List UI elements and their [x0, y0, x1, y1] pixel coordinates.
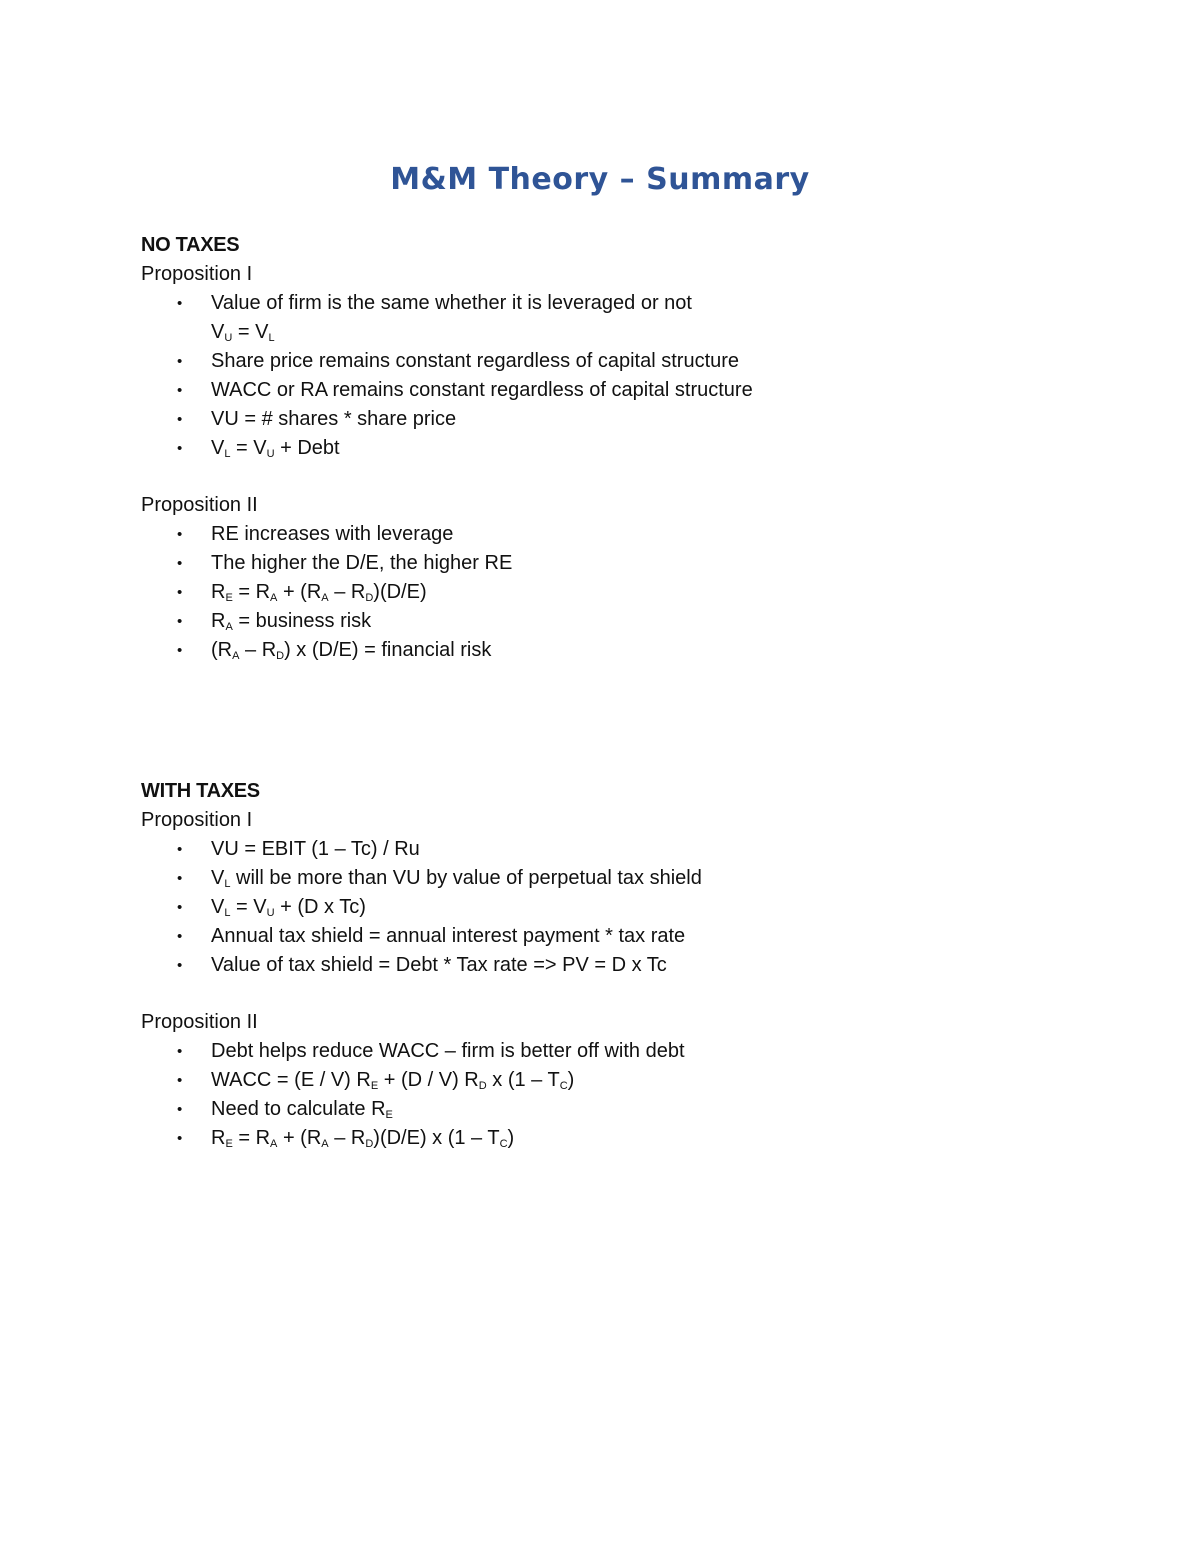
list-item-text: WACC = (E / V) $R_E + (D / V)$ $R_D$ x $(1 - T_C)$: [211, 1069, 575, 1092]
bullet-icon: •: [177, 957, 183, 974]
bullet-icon: •: [177, 1072, 183, 1089]
list-item: [141, 347, 1101, 376]
list-item: [141, 893, 1101, 922]
bullet-icon: •: [177, 1130, 183, 1147]
list-item: [141, 835, 1101, 864]
list-item: [141, 1124, 1101, 1153]
section-heading-with-taxes: WITH TAXES: [141, 780, 260, 802]
bullet-icon: •: [177, 411, 183, 428]
bullet-list: [141, 520, 1101, 665]
list-item-text: $R_A$ = business risk: [211, 610, 372, 633]
list-item: [141, 578, 1101, 607]
list-item: [141, 864, 1101, 893]
proposition-heading: Proposition I: [141, 263, 253, 285]
bullet-icon: •: [177, 1101, 183, 1118]
list-item-text: $(R_A - R_D)$ x (D/E) = financial risk: [211, 639, 492, 662]
section-no-taxes: [141, 231, 1101, 665]
proposition-heading: Proposition II: [141, 494, 258, 516]
bullet-icon: •: [177, 526, 183, 543]
bullet-list: [141, 835, 1101, 980]
list-item-text: $V_L = V_U$ + Debt: [211, 437, 340, 460]
bullet-icon: •: [177, 440, 183, 457]
list-item: [141, 289, 1101, 347]
bullet-icon: •: [177, 353, 183, 370]
list-item-text: Value of firm is the same whether it is leveraged or not: [211, 292, 692, 314]
list-item: [141, 922, 1101, 951]
bullet-icon: •: [177, 613, 183, 630]
proposition-heading: Proposition I: [141, 809, 253, 831]
bullet-icon: •: [177, 584, 183, 601]
list-item: [141, 434, 1101, 463]
list-item-text: Value of tax shield = Debt * Tax rate => PV = D x Tc: [211, 954, 667, 976]
bullet-icon: •: [177, 642, 183, 659]
list-item: [141, 951, 1101, 980]
bullet-list: [141, 289, 1101, 463]
list-item: [141, 1037, 1101, 1066]
list-item: [141, 376, 1101, 405]
bullet-icon: •: [177, 555, 183, 572]
list-item-text: VU = # shares * share price: [211, 408, 457, 430]
list-item-text: The higher the D/E, the higher RE: [211, 552, 513, 574]
list-item-text: WACC or RA remains constant regardless of capital structure: [211, 379, 753, 401]
document-title: M&M Theory – Summary: [390, 162, 810, 197]
bullet-icon: •: [177, 1043, 183, 1060]
list-item: [141, 636, 1101, 665]
list-item: [141, 549, 1101, 578]
bullet-icon: •: [177, 295, 183, 312]
section-with-taxes: [141, 777, 1101, 1153]
list-item: [141, 1066, 1101, 1095]
list-item-text: Need to calculate $R_E$: [211, 1098, 393, 1121]
bullet-icon: •: [177, 382, 183, 399]
list-item: [141, 520, 1101, 549]
list-item-text: Debt helps reduce WACC – firm is better off with debt: [211, 1040, 685, 1062]
list-item-text: $R_E = R_A + (R_A - R_D)(D/E)$ x $(1 - T_C)$: [211, 1127, 515, 1150]
list-item-text: RE increases with leverage: [211, 523, 454, 545]
bullet-icon: •: [177, 870, 183, 887]
list-item-text: $V_L = V_U + (D$ x Tc): [211, 896, 366, 919]
list-item-text: $R_E = R_A + (R_A - R_D)(D/E)$: [211, 581, 427, 604]
bullet-icon: •: [177, 841, 183, 858]
list-item-text: $V_L$ will be more than VU by value of perpetual tax shield: [211, 867, 702, 890]
list-item-continuation: $V_U = V_L$: [211, 321, 275, 344]
list-item: [141, 1095, 1101, 1124]
bullet-icon: •: [177, 928, 183, 945]
list-item-text: Share price remains constant regardless of capital structure: [211, 350, 740, 372]
proposition-heading: Proposition II: [141, 1011, 258, 1033]
section-heading-no-taxes: NO TAXES: [141, 234, 240, 256]
list-item-text: Annual tax shield = annual interest payment * tax rate: [211, 925, 686, 947]
bullet-icon: •: [177, 899, 183, 916]
list-item: [141, 607, 1101, 636]
list-item: [141, 405, 1101, 434]
list-item-text: VU = EBIT (1 – Tc) / Ru: [211, 838, 420, 860]
bullet-list: [141, 1037, 1101, 1153]
